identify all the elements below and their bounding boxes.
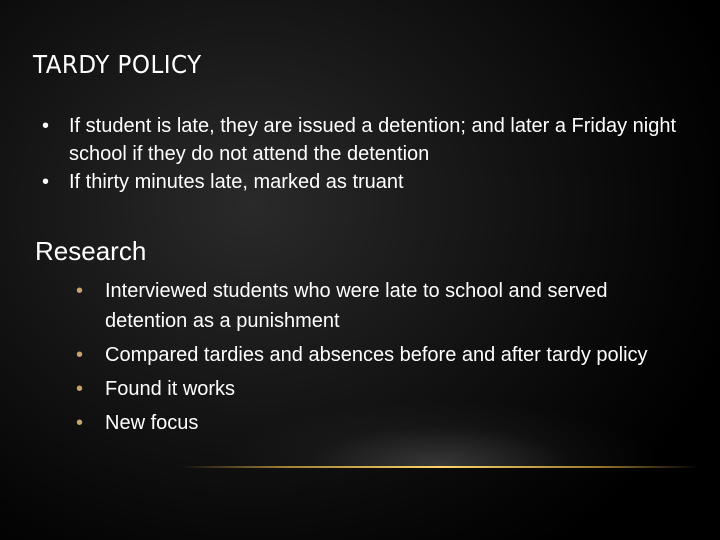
list-item-text: Found it works [105, 378, 236, 400]
bullet-icon: • [76, 344, 84, 366]
list-item [76, 408, 676, 438]
bullet-icon: • [42, 171, 50, 193]
list-item-text: New focus [105, 412, 199, 434]
bullet-icon: • [76, 280, 84, 302]
bullet-icon: • [76, 412, 84, 434]
list-item-text: If thirty minutes late, marked as truant [69, 171, 404, 193]
research-bullet-list [76, 276, 676, 442]
list-item [76, 374, 676, 404]
list-item-text: Compared tardies and absences before and after tardy policy [105, 344, 648, 366]
list-item [42, 168, 692, 196]
policy-bullet-list [42, 112, 692, 196]
decorative-glow-line [180, 466, 700, 468]
list-item [76, 276, 676, 336]
list-item [76, 340, 676, 370]
bullet-icon: • [76, 378, 84, 400]
research-heading: Research [35, 236, 147, 266]
list-item-text: If student is late, they are issued a detention; and later a Friday night school if they do not attend the detention [69, 115, 677, 165]
slide-title: TARDY POLICY [33, 50, 202, 79]
list-item [42, 112, 692, 168]
bullet-icon: • [42, 115, 50, 137]
list-item-text: Interviewed students who were late to school and served detention as a punishment [105, 280, 608, 332]
